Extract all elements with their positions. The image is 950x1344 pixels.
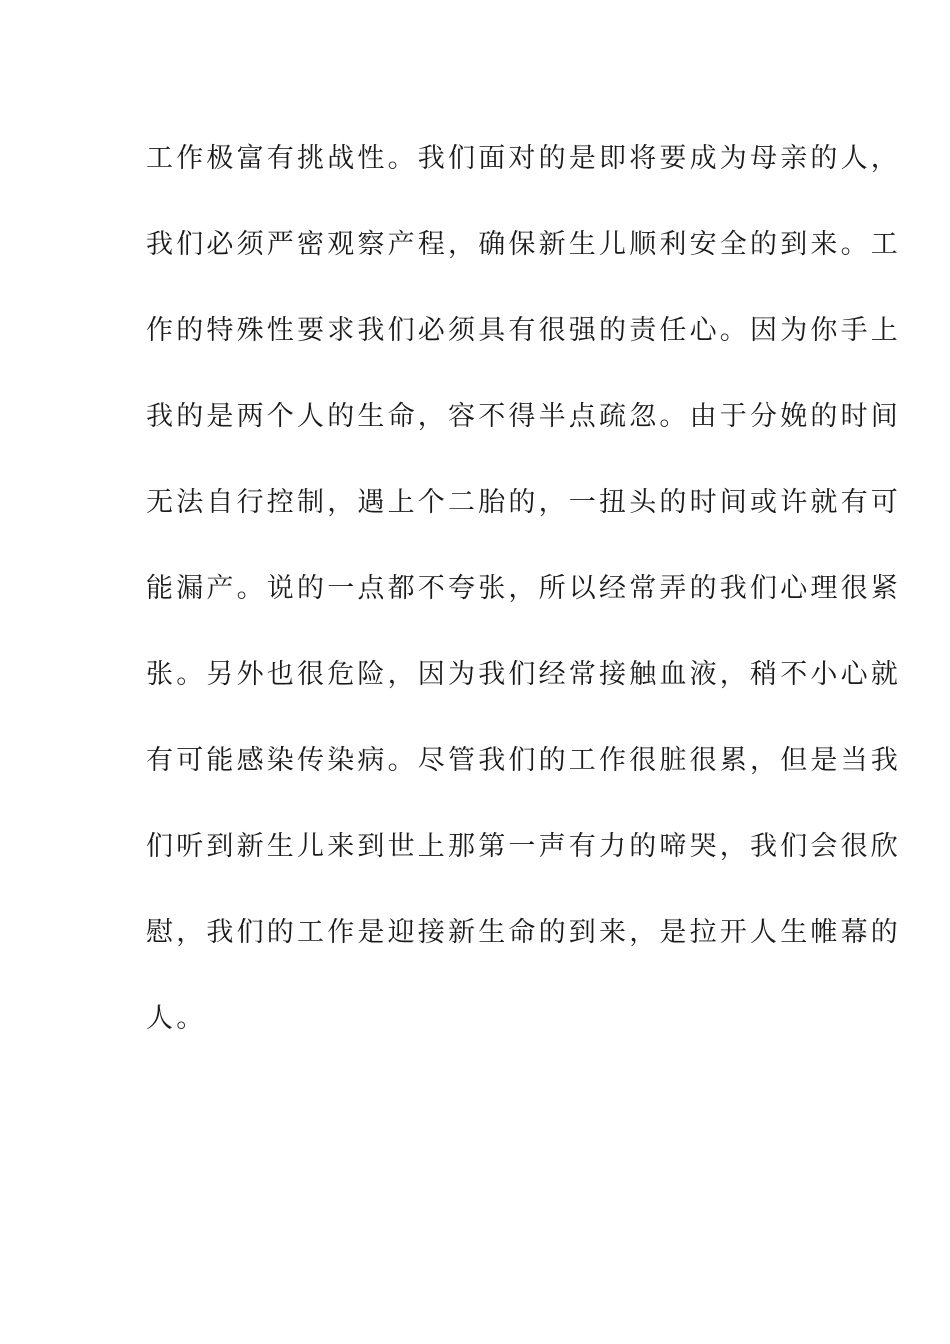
paragraph-line: 慰，我们的工作是迎接新生命的到来，是拉开人生帷幕的 (146, 917, 901, 948)
paragraph-line: 我的是两个人的生命，容不得半点疏忽。由于分娩的时间 (146, 401, 901, 432)
body-paragraph (146, 136, 901, 1082)
paragraph-line: 张。另外也很危险，因为我们经常接触血液，稍不小心就 (146, 659, 901, 690)
paragraph-line: 工作极富有挑战性。我们面对的是即将要成为母亲的人， (146, 143, 901, 174)
paragraph-line: 我们必须严密观察产程，确保新生儿顺利安全的到来。工 (146, 229, 901, 260)
paragraph-line: 人。 (146, 1003, 207, 1034)
paragraph-line: 无法自行控制，遇上个二胎的，一扭头的时间或许就有可 (146, 487, 901, 518)
paragraph-line: 有可能感染传染病。尽管我们的工作很脏很累，但是当我 (146, 745, 901, 776)
paragraph-line: 作的特殊性要求我们必须具有很强的责任心。因为你手上 (146, 315, 901, 346)
paragraph-line: 们听到新生儿来到世上那第一声有力的啼哭，我们会很欣 (146, 831, 901, 862)
paragraph-line: 能漏产。说的一点都不夸张，所以经常弄的我们心理很紧 (146, 573, 901, 604)
